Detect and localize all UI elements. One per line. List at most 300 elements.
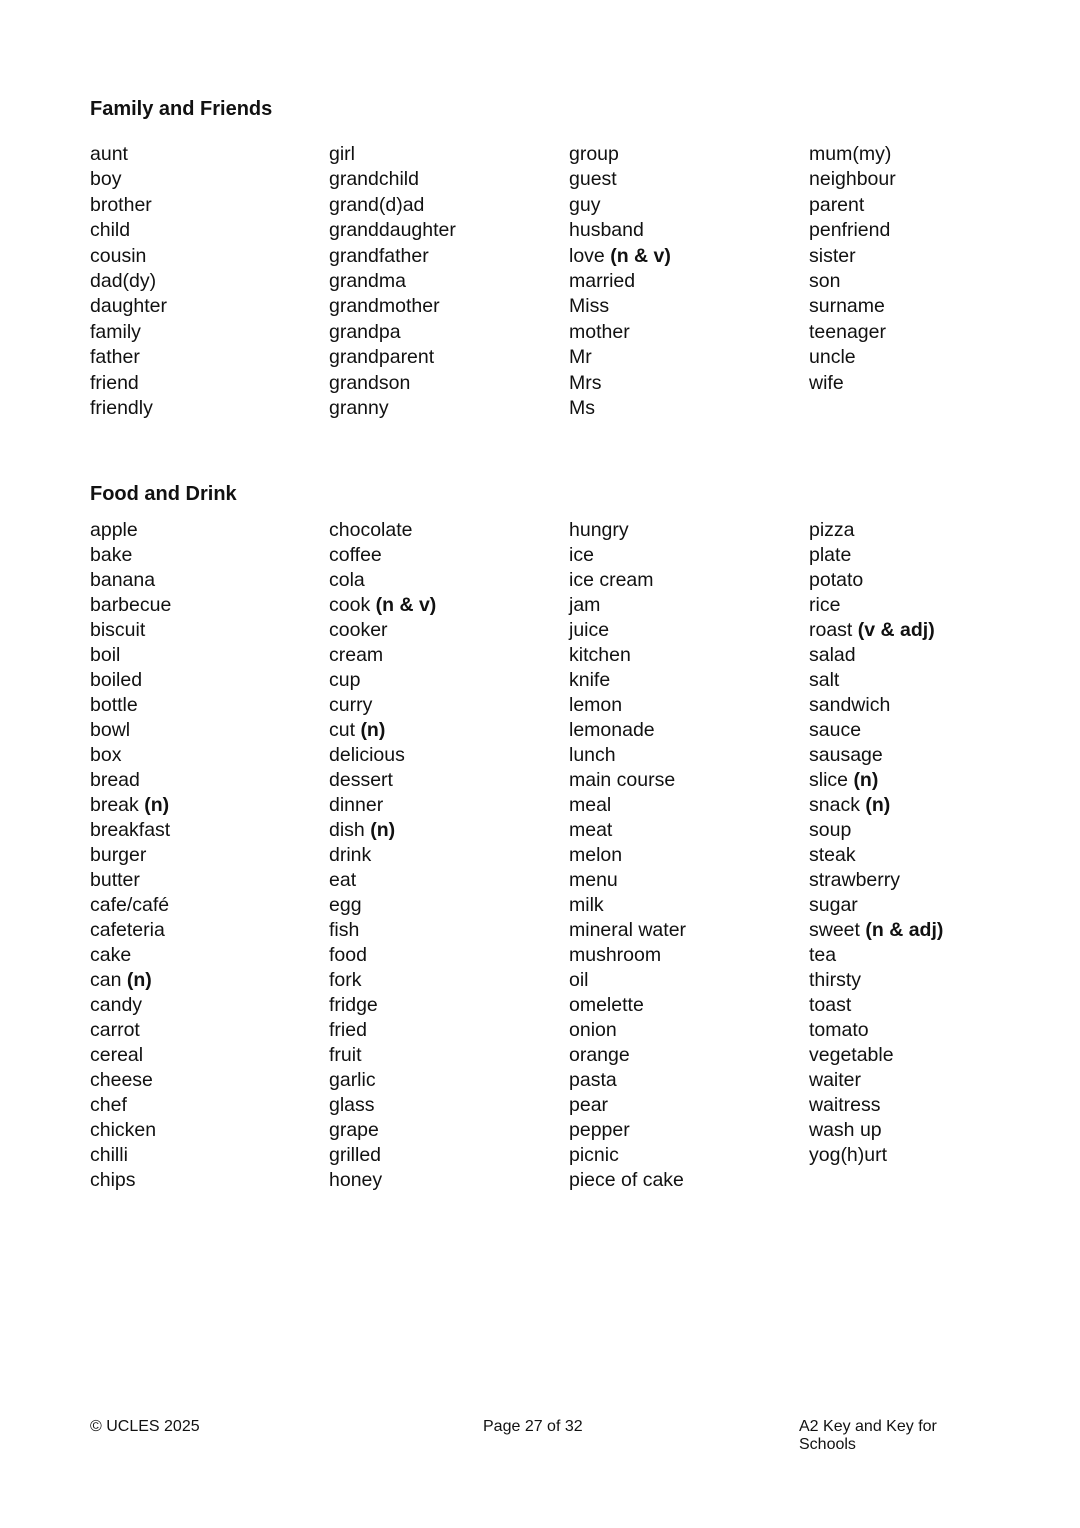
word-text: sweet	[809, 919, 860, 941]
word-text: group	[569, 143, 619, 165]
word-text: grandmother	[329, 295, 440, 318]
word-text: neighbour	[809, 168, 896, 191]
part-of-speech-label: (n)	[126, 969, 152, 991]
word-text: sugar	[809, 894, 858, 916]
word-item	[569, 142, 671, 167]
word-text: break	[90, 794, 139, 816]
word-item	[90, 993, 171, 1018]
word-item	[329, 1018, 436, 1043]
word-item	[809, 968, 943, 993]
word-text: sandwich	[809, 694, 891, 716]
word-text: salt	[809, 669, 840, 691]
word-text: steak	[809, 844, 856, 866]
word-item	[329, 1118, 436, 1143]
word-item	[90, 968, 171, 993]
word-text: tomato	[809, 1019, 869, 1041]
word-text: burger	[90, 844, 147, 866]
part-of-speech-label: (n)	[360, 719, 386, 741]
footer-copyright: © UCLES 2025	[90, 1418, 200, 1435]
word-text: fish	[329, 919, 360, 941]
word-item	[809, 1043, 943, 1068]
word-item	[569, 893, 686, 918]
word-text: mum(my)	[809, 143, 892, 165]
word-text: thirsty	[809, 969, 862, 991]
word-item	[809, 294, 896, 319]
word-item	[90, 818, 171, 843]
word-item	[329, 968, 436, 993]
word-text: kitchen	[569, 644, 631, 666]
word-text: friendly	[90, 396, 153, 419]
word-item	[569, 1068, 686, 1093]
word-text: boil	[90, 644, 121, 666]
word-text: fork	[329, 969, 362, 991]
word-item	[329, 294, 456, 319]
word-text: mother	[569, 320, 630, 343]
word-text: granny	[329, 396, 389, 419]
word-item	[569, 1018, 686, 1043]
word-text: omelette	[569, 994, 644, 1016]
word-item	[809, 193, 896, 218]
word-text: grand(d)ad	[329, 193, 425, 216]
word-text: pear	[569, 1094, 609, 1116]
word-item	[329, 320, 456, 345]
word-item	[809, 768, 943, 793]
word-text: barbecue	[90, 594, 172, 616]
word-text: Miss	[569, 295, 610, 318]
word-item	[90, 918, 171, 943]
word-item	[809, 893, 943, 918]
word-item	[329, 1068, 436, 1093]
word-text: soup	[809, 819, 852, 841]
word-text: bowl	[90, 719, 131, 741]
word-text: mushroom	[569, 944, 662, 966]
word-item	[809, 1068, 943, 1093]
word-text: roast	[809, 619, 853, 641]
word-item	[569, 269, 671, 294]
word-text: dad(dy)	[90, 269, 157, 292]
word-text: milk	[569, 894, 604, 916]
word-item	[329, 918, 436, 943]
word-text: melon	[569, 844, 623, 866]
part-of-speech-label: (n)	[865, 794, 891, 816]
word-item	[569, 543, 686, 568]
word-text: delicious	[329, 744, 405, 766]
section-title-food-and-drink: Food and Drink	[90, 483, 237, 505]
word-text: grandma	[329, 269, 406, 292]
word-text: guest	[569, 168, 617, 191]
word-item	[90, 668, 171, 693]
word-item	[90, 320, 167, 345]
word-item	[90, 843, 171, 868]
word-item	[90, 893, 171, 918]
word-text: wash up	[809, 1119, 882, 1141]
word-item	[90, 218, 167, 243]
word-text: knife	[569, 669, 611, 691]
word-item	[329, 993, 436, 1018]
word-item	[809, 244, 896, 269]
part-of-speech-label: (n & v)	[610, 244, 671, 267]
word-item	[569, 968, 686, 993]
word-text: bake	[90, 544, 133, 566]
word-text: jam	[569, 594, 601, 616]
word-item	[90, 396, 167, 421]
word-text: carrot	[90, 1019, 140, 1041]
word-item	[329, 768, 436, 793]
word-text: menu	[569, 869, 618, 891]
word-text: butter	[90, 869, 140, 891]
word-item	[329, 1168, 436, 1193]
word-text: lemonade	[569, 719, 655, 741]
word-text: potato	[809, 569, 864, 591]
word-text: piece of cake	[569, 1169, 684, 1191]
footer-document-title	[799, 1418, 959, 1454]
word-item	[90, 142, 167, 167]
word-item	[569, 218, 671, 243]
word-text: sister	[809, 244, 856, 267]
word-item	[809, 693, 943, 718]
word-text: Mrs	[569, 371, 602, 394]
word-item	[569, 1093, 686, 1118]
word-item	[90, 371, 167, 396]
word-item	[569, 1143, 686, 1168]
word-item	[569, 1168, 686, 1193]
word-item	[809, 345, 896, 370]
word-item	[329, 518, 436, 543]
word-text: sauce	[809, 719, 862, 741]
word-text: fried	[329, 1019, 367, 1041]
word-item	[90, 718, 171, 743]
word-item	[569, 193, 671, 218]
word-column-1	[90, 518, 171, 1193]
word-item	[90, 643, 171, 668]
word-text: plate	[809, 544, 852, 566]
word-item	[569, 943, 686, 968]
word-text: biscuit	[90, 619, 146, 641]
word-item	[329, 693, 436, 718]
word-item	[809, 269, 896, 294]
word-item	[90, 193, 167, 218]
word-text: grape	[329, 1119, 379, 1141]
word-text: cooker	[329, 619, 388, 641]
word-text: coffee	[329, 544, 382, 566]
word-text: bread	[90, 769, 140, 791]
word-text: box	[90, 744, 122, 766]
word-text: cut	[329, 719, 356, 741]
word-item	[329, 142, 456, 167]
word-text: grandchild	[329, 168, 419, 191]
word-text: girl	[329, 143, 356, 165]
word-text: salad	[809, 644, 856, 666]
word-item	[809, 743, 943, 768]
word-item	[809, 718, 943, 743]
word-item	[809, 142, 896, 167]
word-item	[329, 868, 436, 893]
word-item	[329, 371, 456, 396]
word-item	[809, 371, 896, 396]
word-item	[90, 793, 171, 818]
word-text: cafe/café	[90, 894, 170, 916]
word-item	[90, 568, 171, 593]
word-text: cereal	[90, 1044, 144, 1066]
word-text: lunch	[569, 744, 616, 766]
word-text: dessert	[329, 769, 393, 791]
word-item	[90, 618, 171, 643]
word-item	[329, 618, 436, 643]
word-text: cheese	[90, 1069, 153, 1091]
word-item	[809, 868, 943, 893]
word-item	[329, 893, 436, 918]
word-text: food	[329, 944, 367, 966]
word-text: cup	[329, 669, 361, 691]
word-text: slice	[809, 769, 849, 791]
word-text: onion	[569, 1019, 617, 1041]
word-item	[569, 618, 686, 643]
word-text: daughter	[90, 295, 167, 318]
word-text: meat	[569, 819, 613, 841]
word-text: cafeteria	[90, 919, 165, 941]
word-item	[809, 668, 943, 693]
word-text: cook	[329, 594, 371, 616]
word-item	[809, 218, 896, 243]
word-item	[569, 371, 671, 396]
word-column-3	[569, 518, 686, 1193]
word-item	[569, 693, 686, 718]
word-text: garlic	[329, 1069, 376, 1091]
word-item	[90, 868, 171, 893]
word-item	[90, 1093, 171, 1118]
word-text: pizza	[809, 519, 855, 541]
word-item	[809, 1118, 943, 1143]
word-item	[90, 244, 167, 269]
word-text: mineral water	[569, 919, 687, 941]
word-item	[329, 843, 436, 868]
word-item	[569, 843, 686, 868]
word-text: orange	[569, 1044, 630, 1066]
word-item	[90, 518, 171, 543]
footer-title-line-2: Schools	[799, 1436, 856, 1453]
word-item	[329, 1143, 436, 1168]
word-text: pasta	[569, 1069, 617, 1091]
word-text: fridge	[329, 994, 378, 1016]
word-item	[569, 568, 686, 593]
word-text: sausage	[809, 744, 883, 766]
word-column-4	[809, 518, 943, 1168]
word-item	[809, 593, 943, 618]
word-item	[90, 693, 171, 718]
word-text: son	[809, 269, 841, 292]
word-item	[809, 568, 943, 593]
word-item	[569, 518, 686, 543]
word-text: bottle	[90, 694, 138, 716]
word-text: chef	[90, 1094, 127, 1116]
word-item	[329, 793, 436, 818]
word-item	[569, 993, 686, 1018]
word-item	[569, 768, 686, 793]
word-item	[569, 345, 671, 370]
word-item	[809, 1143, 943, 1168]
word-text: eat	[329, 869, 357, 891]
word-text: breakfast	[90, 819, 171, 841]
word-text: pepper	[569, 1119, 630, 1141]
word-text: grandfather	[329, 244, 429, 267]
word-text: candy	[90, 994, 143, 1016]
word-item	[569, 743, 686, 768]
word-text: cola	[329, 569, 365, 591]
word-text: lemon	[569, 694, 623, 716]
word-text: guy	[569, 193, 601, 216]
word-item	[569, 320, 671, 345]
word-text: grandson	[329, 371, 411, 394]
word-item	[90, 943, 171, 968]
word-item	[809, 518, 943, 543]
word-text: meal	[569, 794, 612, 816]
word-text: parent	[809, 193, 865, 216]
word-text: boy	[90, 168, 122, 191]
word-item	[569, 643, 686, 668]
word-column-1	[90, 142, 167, 421]
word-item	[809, 543, 943, 568]
word-item	[329, 244, 456, 269]
word-item	[329, 593, 436, 618]
word-text: juice	[569, 619, 610, 641]
word-text: Mr	[569, 346, 592, 369]
part-of-speech-label: (n)	[853, 769, 879, 791]
word-text: penfriend	[809, 219, 891, 242]
word-text: rice	[809, 594, 841, 616]
word-text: father	[90, 346, 140, 369]
word-item	[90, 768, 171, 793]
word-item	[90, 543, 171, 568]
word-item	[90, 294, 167, 319]
part-of-speech-label: (n)	[370, 819, 396, 841]
word-item	[329, 396, 456, 421]
word-item	[569, 167, 671, 192]
word-item	[569, 244, 671, 269]
part-of-speech-label: (v & adj)	[857, 619, 935, 641]
word-item	[569, 1118, 686, 1143]
word-text: apple	[90, 519, 138, 541]
word-item	[809, 643, 943, 668]
word-item	[569, 1043, 686, 1068]
word-text: drink	[329, 844, 372, 866]
word-item	[329, 568, 436, 593]
word-item	[329, 269, 456, 294]
part-of-speech-label: (n & v)	[375, 594, 437, 616]
word-text: chicken	[90, 1119, 157, 1141]
word-item	[329, 193, 456, 218]
word-text: curry	[329, 694, 373, 716]
word-item	[569, 868, 686, 893]
word-item	[809, 993, 943, 1018]
word-text: family	[90, 320, 141, 343]
word-text: ice cream	[569, 569, 654, 591]
word-text: snack	[809, 794, 860, 816]
word-text: chilli	[90, 1144, 128, 1166]
word-item	[569, 718, 686, 743]
word-text: brother	[90, 193, 152, 216]
word-text: hungry	[569, 519, 629, 541]
word-item	[329, 743, 436, 768]
word-item	[90, 743, 171, 768]
word-text: boiled	[90, 669, 143, 691]
part-of-speech-label: (n & adj)	[865, 919, 944, 941]
word-item	[90, 1118, 171, 1143]
word-text: egg	[329, 894, 362, 916]
word-item	[90, 593, 171, 618]
word-text: can	[90, 969, 122, 991]
word-text: main course	[569, 769, 676, 791]
word-text: fruit	[329, 1044, 362, 1066]
word-item	[329, 668, 436, 693]
word-text: dinner	[329, 794, 384, 816]
word-item	[809, 793, 943, 818]
word-text: friend	[90, 371, 139, 394]
part-of-speech-label: (n)	[144, 794, 170, 816]
word-text: strawberry	[809, 869, 901, 891]
word-text: love	[569, 244, 605, 267]
word-item	[90, 1143, 171, 1168]
footer-page-number: Page 27 of 32	[483, 1418, 583, 1435]
word-item	[329, 943, 436, 968]
word-item	[90, 269, 167, 294]
word-item	[329, 818, 436, 843]
word-text: wife	[809, 371, 844, 394]
word-item	[569, 593, 686, 618]
word-item	[90, 1043, 171, 1068]
word-item	[569, 818, 686, 843]
word-item	[90, 167, 167, 192]
word-text: dish	[329, 819, 365, 841]
word-text: tea	[809, 944, 837, 966]
word-text: surname	[809, 295, 885, 318]
word-text: Ms	[569, 396, 595, 419]
word-text: teenager	[809, 320, 886, 343]
word-item	[809, 320, 896, 345]
word-item	[329, 718, 436, 743]
word-item	[329, 1093, 436, 1118]
word-text: toast	[809, 994, 852, 1016]
word-item	[329, 345, 456, 370]
word-text: granddaughter	[329, 219, 456, 242]
word-item	[809, 1093, 943, 1118]
word-text: waitress	[809, 1094, 881, 1116]
word-text: husband	[569, 219, 644, 242]
section-title-family-and-friends: Family and Friends	[90, 98, 273, 120]
word-item	[90, 345, 167, 370]
word-text: banana	[90, 569, 156, 591]
footer-title-line-1: A2 Key and Key for	[799, 1418, 937, 1435]
word-column-4	[809, 142, 896, 396]
word-text: grilled	[329, 1144, 382, 1166]
word-text: yog(h)urt	[809, 1144, 888, 1166]
word-item	[329, 167, 456, 192]
word-item	[569, 294, 671, 319]
word-text: child	[90, 219, 131, 242]
word-item	[809, 918, 943, 943]
word-item	[329, 643, 436, 668]
word-text: grandpa	[329, 320, 401, 343]
word-item	[90, 1068, 171, 1093]
word-item	[809, 818, 943, 843]
word-text: glass	[329, 1094, 375, 1116]
word-text: cake	[90, 944, 132, 966]
word-text: oil	[569, 969, 589, 991]
word-text: chips	[90, 1169, 136, 1191]
word-item	[569, 793, 686, 818]
word-text: aunt	[90, 143, 128, 165]
word-text: married	[569, 269, 636, 292]
word-item	[90, 1018, 171, 1043]
